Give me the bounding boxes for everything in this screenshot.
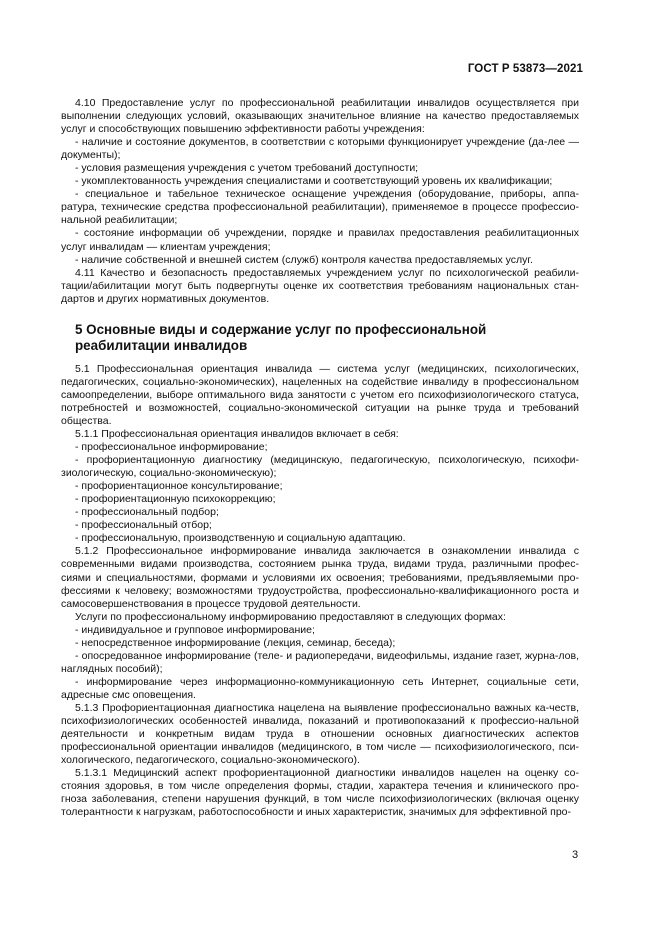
- clause-5-1-3-1: 5.1.3.1 Медицинский аспект профориентационной диагностики инвалидов нацелен на оценку со-стояния здоровья, в том числе определения формы, стадии, характера течения и клинического про-гноза заболевания, степени нарушения функций, в том числе психофизиологических (включая оценку толерантности к нагрузкам, работоспособности и иных характеристик, значимых для эффективной про-: [61, 767, 579, 819]
- list-item: - профессиональный отбор;: [75, 519, 212, 532]
- list-item: - индивидуальное и групповое информирование;: [75, 623, 315, 636]
- list-item: - информирование через информационно-коммуникационную сеть Интернет, социальные сети, адресные смс оповещения.: [61, 675, 579, 701]
- list-item: - профориентационную психокоррекцию;: [75, 493, 276, 506]
- list-item: - наличие собственной и внешней систем (служб) контроля качества предоставляемых услуг.: [75, 253, 533, 266]
- services-forms-intro: Услуги по профессиональному информированию предоставляют в следующих формах:: [75, 610, 506, 623]
- clause-4-11: 4.11 Качество и безопасность предоставляемых учреждением услуг по психологической реабили-тации/абилитации могут быть подвергнуты оценке их соответствия требованиям национальных стан-дартов и других нормативных документов.: [61, 266, 579, 305]
- page-number: 3: [572, 849, 579, 861]
- list-item: - профессиональное информирование;: [75, 441, 268, 454]
- list-item: - профессиональную, производственную и социальную адаптацию.: [75, 532, 406, 545]
- list-item: - специальное и табельное техническое оснащение учреждения (оборудование, приборы, аппа-ратура, технические средства профессиональной реабилитации), применяемое в процессе профессио-нальной реабилитации;: [61, 188, 579, 227]
- list-item: - профессиональный подбор;: [75, 506, 219, 519]
- list-item: - профориентационную диагностику (медицинскую, педагогическую, психологическую, психофи-зиологическую, социально-экономическую);: [61, 454, 579, 480]
- clause-5-1: 5.1 Профессиональная ориентация инвалида — система услуг (медицинских, психологических, педагогических, социально-экономических), нацеленных на содействие инвалиду в профессиональном самоопределении, выборе оптимального вида занятости с учетом его психофизиологического статуса, потребностей и возможностей, социально-экономической ситуации на рынке труда и требований общества.: [61, 362, 579, 427]
- clause-5-1-2: 5.1.2 Профессиональное информирование инвалида заключается в ознакомлении инвалида с современными видами производства, состоянием рынка труда, видами труда, различными профес-сиями и специальностями, формами и условиями их освоения; требованиями, предъявляемыми про-фессиями к человеку; возможностями трудоустройства, профессионально-квалификационного роста и самосовершенствования в процессе трудовой деятельности.: [61, 545, 579, 610]
- list-item: - опосредованное информирование (теле- и радиопередачи, видеофильмы, издание газет, журна-лов, наглядных пособий);: [61, 649, 579, 675]
- clause-5-1-1: 5.1.1 Профессиональная ориентация инвалидов включает в себя:: [75, 427, 399, 440]
- clause-5-1-3: 5.1.3 Профориентационная диагностика нацелена на выявление профессионально важных ка-честв, психофизиологических особенностей инвалида, показаний и противопоказаний к профессио-нальной деятельности и конкретным видам труда в отношении основных диагностических аспектов профессиональной ориентации инвалидов (медицинского, в том числе — психофизиологического, пси-хологического, педагогического, социально-экономического).: [61, 701, 579, 767]
- list-item: - наличие и состояние документов, в соответствии с которыми функционирует учреждение (да-лее — документы);: [61, 136, 579, 162]
- list-item: - непосредственное информирование (лекция, семинар, беседа);: [75, 636, 396, 649]
- list-item: - профориентационное консультирование;: [75, 480, 283, 493]
- clause-4-10: 4.10 Предоставление услуг по профессиональной реабилитации инвалидов осуществляется при выполнении следующих условий, оказывающих значительное влияние на качество предоставляемых услуг и способствующих повышению эффективности работы учреждения:: [61, 97, 579, 136]
- list-item: - условия размещения учреждения с учетом требований доступности;: [75, 162, 419, 175]
- section-5-heading: 5 Основные виды и содержание услуг по профессиональной реабилитации инвалидов: [75, 321, 487, 354]
- list-item: - укомплектованность учреждения специалистами и соответствующий уровень их квалификации;: [75, 175, 553, 188]
- standard-header: ГОСТ Р 53873—2021: [467, 63, 583, 75]
- document-body: [61, 97, 579, 819]
- list-item: - состояние информации об учреждении, порядке и правилах предоставления реабилитационных услуг инвалидам — клиентам учреждения;: [61, 227, 579, 253]
